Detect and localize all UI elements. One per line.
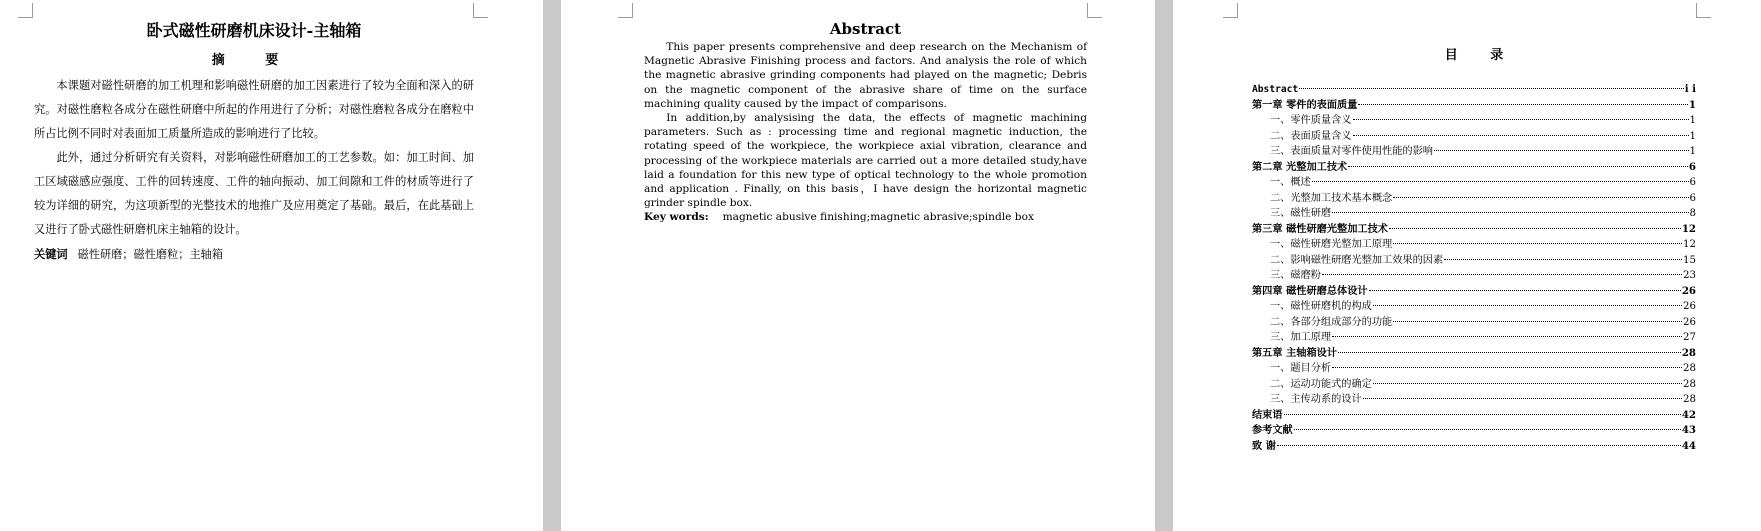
toc-leader-dots <box>1373 305 1682 306</box>
page-gutter <box>1155 0 1173 531</box>
toc-leader-dots <box>1434 150 1689 151</box>
toc-entry-label: 第五章 主轴箱设计 <box>1252 346 1338 359</box>
toc-entry-label: 一、概述 <box>1270 177 1311 188</box>
toc-entry-label: 第一章 零件的表面质量 <box>1252 98 1358 111</box>
toc-entry-label: 第二章 光整加工技术 <box>1252 160 1348 173</box>
toc-leader-dots <box>1299 88 1683 89</box>
toc-entry[interactable] <box>1252 253 1696 269</box>
page-title: 目 录 <box>1444 48 1518 63</box>
toc-leader-dots <box>1393 197 1688 198</box>
toc-entry-page-number: 1 <box>1689 146 1696 157</box>
toc-entry-label: 一、磁性研磨光整加工原理 <box>1270 239 1393 250</box>
toc-entry[interactable] <box>1252 98 1696 114</box>
toc-leader-dots <box>1363 398 1682 399</box>
toc-leader-dots <box>1332 212 1688 213</box>
toc-entry[interactable] <box>1252 237 1696 253</box>
toc-leader-dots <box>1332 367 1682 368</box>
toc-entry-page-number: 27 <box>1683 332 1696 343</box>
margin-corner-mark <box>18 3 33 18</box>
toc-leader-dots <box>1373 383 1682 384</box>
toc-entry-page-number: 6 <box>1689 192 1696 204</box>
toc-leader-dots <box>1444 259 1682 260</box>
toc-entry-page-number: 43 <box>1681 424 1696 436</box>
toc-entry-label: 第三章 磁性研磨光整加工技术 <box>1252 222 1388 235</box>
toc-leader-dots <box>1393 321 1682 322</box>
toc-entry[interactable] <box>1252 191 1696 207</box>
toc-entry[interactable] <box>1252 113 1696 129</box>
toc-leader-dots <box>1393 243 1682 244</box>
toc-entry[interactable] <box>1252 346 1696 362</box>
margin-corner-mark <box>1696 3 1711 18</box>
toc-entry-page-number: 1 <box>1689 115 1696 126</box>
toc-entry[interactable] <box>1252 82 1696 98</box>
toc-entry[interactable] <box>1252 144 1696 160</box>
keywords-value: 磁性研磨；磁性磨粒；主轴箱 <box>77 248 224 261</box>
page-abstract-english <box>561 0 1155 531</box>
toc-entry-page-number: 26 <box>1681 284 1696 297</box>
toc-leader-dots <box>1284 414 1681 415</box>
toc-leader-dots <box>1338 352 1681 353</box>
margin-corner-mark <box>618 3 633 18</box>
toc-leader-dots <box>1369 290 1681 291</box>
toc-leader-dots <box>1312 181 1689 182</box>
toc-entry-label: 一、零件质量含义 <box>1270 115 1352 126</box>
toc-entry[interactable] <box>1252 392 1696 408</box>
toc-entry-label: 二、运动功能式的确定 <box>1270 378 1372 390</box>
margin-corner-mark <box>473 3 488 18</box>
body-paragraph: In addition,by analysising the data, the effects of magnetic machining parameters. Such as : processing time and regional magnetic induction, the rotating speed of the workpiece, the workpiece axial vibration, clearance and processing of the workpiece materials are carried out a more detailed study,have laid a foundation for this new type of optical technology to the whole promotion and application . Finally, on this basis，I have design the horizontal magnetic grinder spindle box. <box>644 112 1087 210</box>
toc-entry-page-number: i i <box>1684 83 1696 95</box>
toc-entry[interactable] <box>1252 439 1696 455</box>
toc-leader-dots <box>1277 445 1681 446</box>
toc-entry[interactable] <box>1252 299 1696 315</box>
page-title: Abstract <box>829 20 902 38</box>
toc-entry-page-number: 28 <box>1681 346 1696 359</box>
keywords-line <box>644 210 1087 224</box>
toc-entry-label: 二、影响磁性研磨光整加工效果的因素 <box>1270 254 1444 266</box>
keywords-label: Key words: <box>644 211 709 224</box>
page-table-of-contents <box>1173 0 1761 531</box>
toc-leader-dots <box>1332 336 1682 337</box>
toc-entry-page-number: 44 <box>1681 439 1696 452</box>
toc-leader-dots <box>1353 119 1689 120</box>
toc-entry[interactable] <box>1252 284 1696 300</box>
toc-entry[interactable] <box>1252 423 1696 439</box>
toc-entry-label: 一、题目分析 <box>1270 363 1332 374</box>
toc-entry-page-number: 6 <box>1689 177 1696 188</box>
toc-entry-label: 二、各部分组成部分的功能 <box>1270 316 1393 328</box>
toc-entry-label: 二、光整加工技术基本概念 <box>1270 192 1393 204</box>
toc-entry-page-number: 23 <box>1683 270 1696 281</box>
keywords-line <box>34 242 474 267</box>
toc-entry-page-number: 8 <box>1689 208 1696 219</box>
toc-entry-page-number: 1 <box>1688 98 1696 111</box>
toc-entry-page-number: 1 <box>1689 130 1696 142</box>
body-paragraph: 本课题对磁性研磨的加工机理和影响磁性研磨的加工因素进行了较为全面和深入的研究。对磁性磨粒各成分在磁性研磨中所起的作用进行了分析；对磁性磨粒各成分在磨粒中所占比例不同时对表面加工质量所造成的影响进行了比较。 <box>34 79 474 140</box>
keywords-value: magnetic abusive finishing;magnetic abrasive;spindle box <box>722 211 1034 224</box>
toc-entry-label: 三、主传动系的设计 <box>1270 394 1362 405</box>
toc-entry[interactable] <box>1252 330 1696 346</box>
toc-entry[interactable] <box>1252 175 1696 191</box>
toc-entry-label: 第四章 磁性研磨总体设计 <box>1252 284 1368 297</box>
page-title: 卧式磁性研磨机床设计-主轴箱 <box>146 21 362 40</box>
margin-corner-mark <box>1087 3 1102 18</box>
toc-leader-dots <box>1348 166 1688 167</box>
toc-entry-page-number: 28 <box>1683 363 1696 374</box>
toc-entry[interactable] <box>1252 160 1696 176</box>
toc-entry-page-number: 15 <box>1683 254 1696 266</box>
toc-entry[interactable] <box>1252 361 1696 377</box>
toc-entry-label: 三、加工原理 <box>1270 332 1332 343</box>
section-heading: 摘 要 <box>211 53 297 68</box>
toc-leader-dots <box>1322 274 1682 275</box>
page-gutter <box>543 0 561 531</box>
margin-corner-mark <box>1223 3 1238 18</box>
toc-leader-dots <box>1353 135 1689 136</box>
toc-entry[interactable] <box>1252 377 1696 393</box>
body-paragraph: This paper presents comprehensive and deep research on the Mechanism of Magnetic Abrasive Finishing process and factors. And analysis the role of which the magnetic abrasive grinding components had played on the magnetic; Debris on the magnetic component of the abrasive share of time on the surface machining quality caused by the impact of comparisons. <box>644 41 1087 110</box>
keywords-label: 关键词 <box>34 247 68 261</box>
toc-entry-page-number: 28 <box>1683 378 1696 390</box>
toc-entry-label: Abstract <box>1252 84 1299 95</box>
toc-entry[interactable] <box>1252 129 1696 145</box>
toc-entry-label: 一、磁性研磨机的构成 <box>1270 301 1372 312</box>
toc-entry[interactable] <box>1252 206 1696 222</box>
body-paragraph: 此外，通过分析研究有关资料，对影响磁性研磨加工的工艺参数。如：加工时间、加工区域磁感应强度、工件的回转速度、工件的轴向振动、加工间隙和工件的材质等进行了较为详细的研究，为这项新型的光整技术的地推广及应用奠定了基础。最后，在此基础上又进行了卧式磁性研磨机床主轴箱的设计。 <box>34 151 474 236</box>
toc-entry-page-number: 26 <box>1683 316 1696 328</box>
toc-entry[interactable] <box>1252 222 1696 238</box>
toc-entry-label: 参考文献 <box>1252 424 1293 436</box>
toc-entry-page-number: 28 <box>1683 394 1696 405</box>
toc-entry-label: 结束语 <box>1252 408 1283 421</box>
toc-entry[interactable] <box>1252 408 1696 424</box>
toc-entry-page-number: 26 <box>1683 301 1696 312</box>
toc-entry-page-number: 12 <box>1681 222 1696 235</box>
toc-entry-label: 致 谢 <box>1252 439 1276 452</box>
toc-entry-page-number: 12 <box>1683 239 1696 250</box>
toc-entry-page-number: 6 <box>1688 160 1696 173</box>
toc-leader-dots <box>1389 228 1681 229</box>
toc-entry-page-number: 42 <box>1681 408 1696 421</box>
toc-entry-label: 二、表面质量含义 <box>1270 130 1352 142</box>
toc-entry[interactable] <box>1252 268 1696 284</box>
toc-entry[interactable] <box>1252 315 1696 331</box>
toc-leader-dots <box>1358 104 1687 105</box>
toc-entry-label: 三、表面质量对零件使用性能的影响 <box>1270 146 1433 157</box>
toc-leader-dots <box>1294 429 1681 430</box>
table-of-contents <box>1252 82 1696 454</box>
page-abstract-chinese <box>0 0 543 531</box>
toc-entry-label: 三、磁磨粉 <box>1270 270 1321 281</box>
toc-entry-label: 三、磁性研磨 <box>1270 208 1332 219</box>
